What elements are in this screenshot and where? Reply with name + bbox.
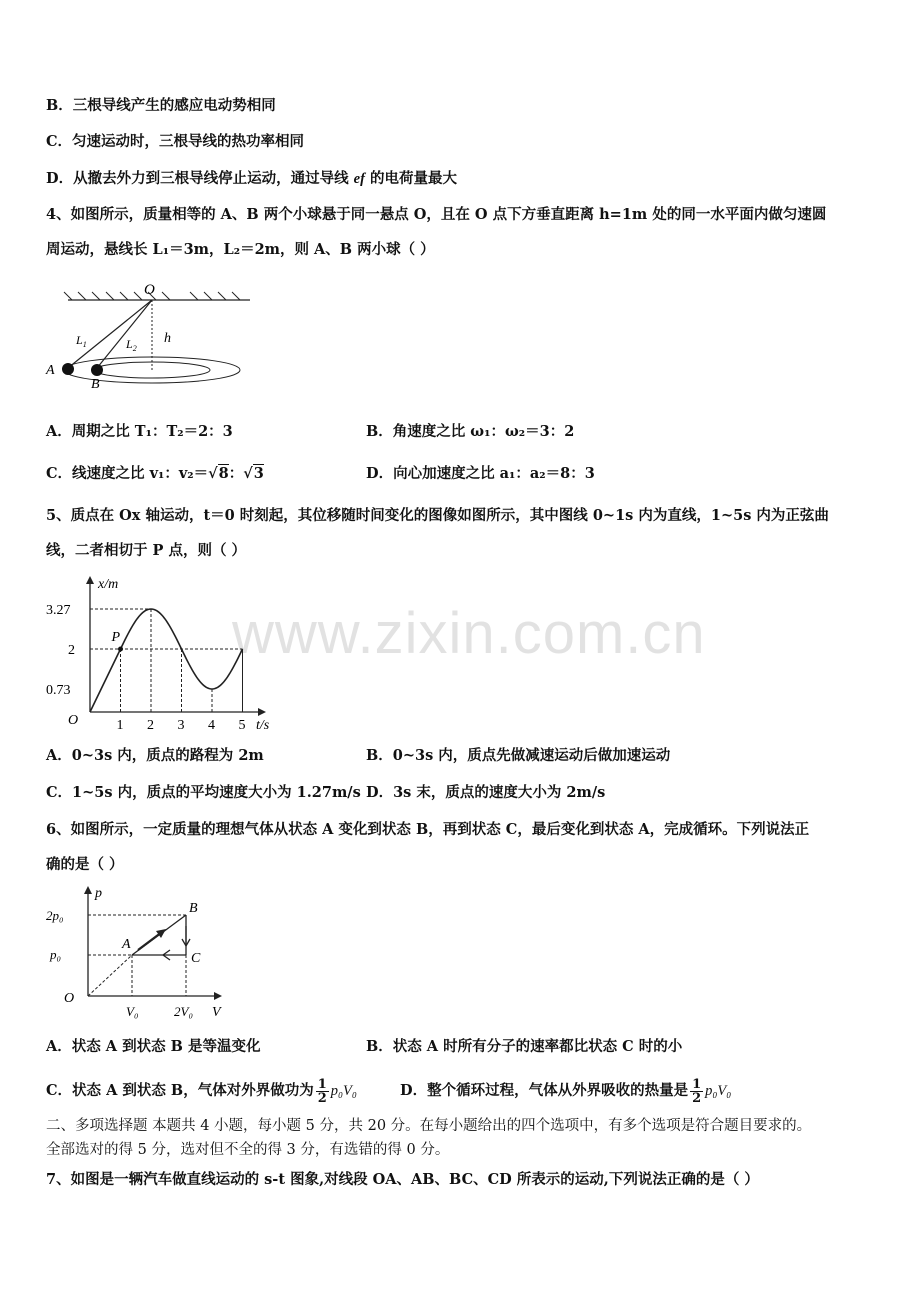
- q3-option-d: D．从撤去外力到三根导线停止运动，通过导线 ef 的电荷量最大: [46, 170, 457, 187]
- q5-stem-line2: 线，二者相切于 P 点，则（ ）: [46, 542, 247, 559]
- point-p-label: P: [111, 630, 121, 645]
- q4-label-h: h: [164, 331, 171, 346]
- q6-option-a: A．状态 A 到状态 B 是等温变化: [46, 1038, 261, 1055]
- y-tick-label: 2: [68, 643, 75, 658]
- q6-label-V: V: [212, 1005, 221, 1020]
- svg-text:L2: [125, 337, 137, 353]
- q4-figure-pendulum: [40, 278, 270, 390]
- q6-option-d: D．整个循环过程，气体从外界吸收的热量是 $\frac{1}{2}$ p₀V₀: [400, 1076, 732, 1106]
- q4-option-b: B．角速度之比 ω₁：ω₂＝3：2: [366, 423, 575, 440]
- q4-option-c: C．线速度之比 v₁：v₂＝√8：√3: [46, 465, 264, 482]
- q6-label-A: A: [122, 937, 131, 952]
- x-tick-label: 4: [208, 718, 215, 733]
- q5-xt-chart: [40, 574, 290, 734]
- q5-option-c: C．1~5s 内，质点的平均速度大小为 1.27m/s: [46, 784, 361, 801]
- x-axis-label: t/s: [256, 718, 270, 733]
- q4-ball-a: [62, 363, 74, 375]
- q6-label-B: B: [189, 901, 198, 916]
- y-tick-label: 0.73: [46, 683, 71, 699]
- q4-stem-line2: 周运动，悬线长 L₁＝3m，L₂＝2m，则 A、B 两小球（ ）: [46, 241, 435, 258]
- q7-stem: 7、如图是一辆汽车做直线运动的 s-t 图象,对线段 OA、AB、BC、CD 所表示的运动,下列说法正确的是（ ）: [46, 1171, 759, 1188]
- q6-option-c: C．状态 A 到状态 B，气体对外界做功为 $\frac{1}{2}$ p₀V₀: [46, 1076, 357, 1106]
- y-tick-label: 3.27: [46, 602, 71, 618]
- y-axis-arrow: [86, 576, 94, 584]
- section2-instructions-line1: 二、多项选择题 本题共 4 小题，每小题 5 分，共 20 分。在每小题给出的四个选项中，有多个选项是符合题目要求的。: [46, 1118, 812, 1134]
- q4-label-A: A: [46, 363, 55, 378]
- x-tick-label: 2: [147, 718, 154, 733]
- origin-label: O: [68, 713, 79, 728]
- point-p: [118, 647, 123, 652]
- q6-option-b: B．状态 A 时所有分子的速率都比状态 C 时的小: [366, 1038, 683, 1055]
- q5-option-b: B．0~3s 内，质点先做减速运动后做加速运动: [366, 747, 671, 764]
- q4-label-O: O: [144, 282, 155, 298]
- q4-option-a: A．周期之比 T₁：T₂＝2：3: [46, 423, 233, 440]
- q6-label-C: C: [191, 951, 201, 966]
- q6-pv-figure: [40, 884, 240, 1024]
- q6-label-p: p: [95, 886, 102, 901]
- watermark: www.zixin.com.cn: [232, 601, 706, 666]
- q3-option-c: C．匀速运动时，三根导线的热功率相同: [46, 133, 305, 150]
- q6-label-2V0: 2V₀: [174, 1004, 193, 1019]
- q4-ball-b: [91, 364, 103, 376]
- x-axis-arrow: [258, 708, 266, 716]
- series-line: [90, 609, 243, 712]
- x-tick-label: 5: [238, 718, 246, 733]
- q3-option-b: B．三根导线产生的感应电动势相同: [46, 97, 276, 114]
- q5-option-a: A．0~3s 内，质点的路程为 2m: [46, 747, 264, 764]
- q5-stem-line1: 5、质点在 Ox 轴运动，t＝0 时刻起，其位移随时间变化的图像如图所示，其中图线 0~1s 内为直线，1~5s 内为正弦曲: [46, 507, 829, 524]
- q4-stem-line1: 4、如图所示，质量相等的 A、B 两个小球悬于同一悬点 O，且在 O 点下方垂直距离 h=1m 处的同一水平面内做匀速圆: [46, 206, 827, 223]
- svg-text:L1: [75, 333, 87, 349]
- q6-label-p0: p₀: [50, 947, 62, 962]
- section2-instructions-line2: 全部选对的得 5 分，选对但不全的得 3 分，有选错的得 0 分。: [46, 1142, 450, 1158]
- q4-option-d: D．向心加速度之比 a₁：a₂＝8：3: [366, 465, 595, 482]
- q4-label-L2: L: [126, 337, 133, 351]
- q4-label-L1: L: [76, 333, 83, 347]
- x-tick-label: 3: [177, 718, 185, 733]
- q6-label-V0: V₀: [126, 1004, 139, 1019]
- q6-label-2p0: 2p₀: [46, 908, 64, 923]
- x-tick-label: 1: [116, 718, 124, 733]
- q4-label-B: B: [91, 377, 100, 390]
- q6-label-O: O: [64, 991, 75, 1006]
- q4-label-L2-sub: 2: [132, 344, 137, 353]
- y-axis-label: x/m: [98, 577, 119, 592]
- q6-stem-line2: 确的是（ ）: [46, 856, 124, 873]
- q6-stem-line1: 6、如图所示，一定质量的理想气体从状态 A 变化到状态 B，再到状态 C，最后变化到状态 A，完成循环。下列说法正: [46, 821, 810, 838]
- q4-label-L1-sub: 1: [82, 340, 87, 349]
- q5-option-d: D．3s 末，质点的速度大小为 2m/s: [366, 784, 606, 801]
